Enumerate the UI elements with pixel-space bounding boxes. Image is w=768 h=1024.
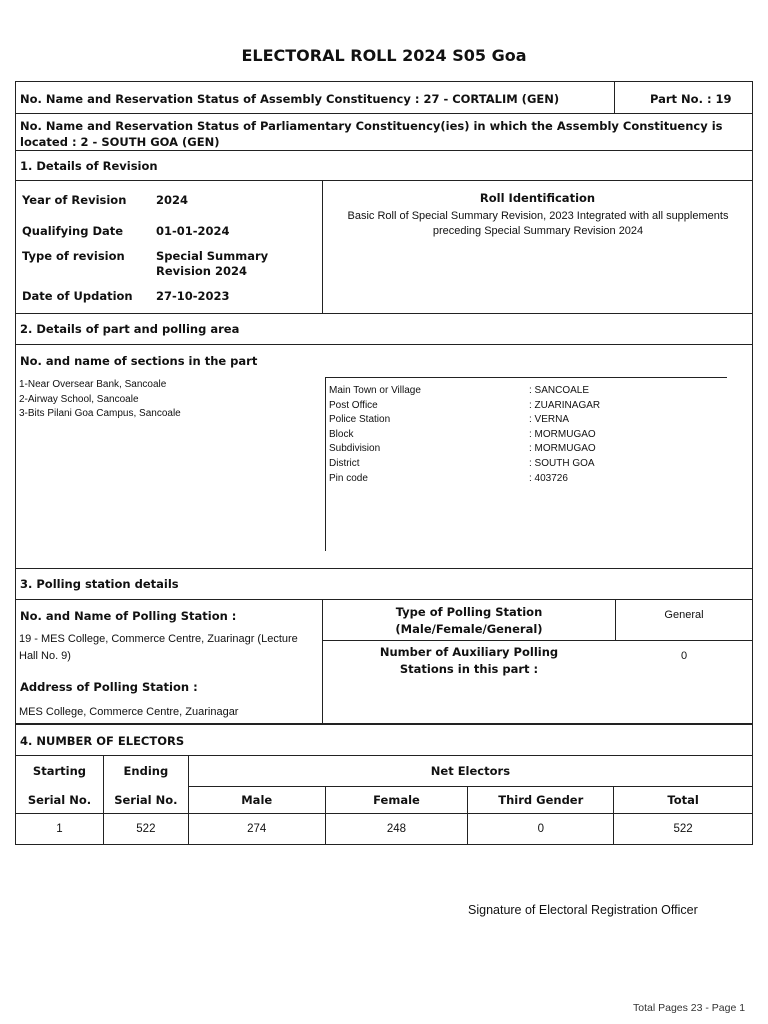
- divider: [15, 599, 753, 600]
- table-row: [16, 814, 753, 845]
- female-value: 248: [325, 814, 468, 845]
- address-value: MES College, Commerce Centre, Zuarinagar: [19, 706, 239, 718]
- area-value: : MORMUGAO: [529, 428, 596, 440]
- assembly-constituency: No. Name and Reservation Status of Assembly Constituency : 27 - CORTALIM (GEN): [20, 92, 560, 106]
- divider: [15, 180, 753, 181]
- revision-heading: 1. Details of Revision: [20, 159, 158, 173]
- qualifying-label: Qualifying Date: [22, 224, 124, 238]
- area-label: Post Office: [329, 399, 378, 411]
- col-ending: Ending: [103, 756, 188, 787]
- area-value: : SANCOALE: [529, 385, 590, 396]
- page-title: ELECTORAL ROLL 2024 S05 Goa: [241, 46, 527, 65]
- section-item: 1-Near Oversear Bank, Sancoale: [19, 379, 167, 390]
- type-value: Special Summary Revision 2024: [156, 249, 269, 278]
- qualifying-value: 01-01-2024: [156, 224, 230, 238]
- area-label: Subdivision: [329, 443, 381, 455]
- year-label: Year of Revision: [22, 193, 127, 207]
- station-value: 19 - MES College, Commerce Centre, Zuarinagr (Lecture Hall No. 9): [19, 633, 298, 662]
- electors-heading: 4. NUMBER OF ELECTORS: [20, 734, 185, 748]
- page-footer: Total Pages 23 - Page 1: [633, 1002, 746, 1014]
- area-label: Main Town or Village: [329, 385, 421, 396]
- col-net-electors: Net Electors: [188, 756, 752, 787]
- sections-list: [19, 378, 181, 422]
- male-value: 274: [188, 814, 325, 845]
- starting-value: 1: [16, 814, 104, 845]
- station-type-label: Type of Polling Station (Male/Female/General): [395, 605, 543, 636]
- station-label: No. and Name of Polling Station :: [20, 609, 237, 623]
- col-total: Total: [614, 787, 753, 814]
- section-item: 2-Airway School, Sancoale: [19, 393, 139, 405]
- divider: [614, 81, 615, 113]
- area-label: Pin code: [329, 472, 368, 484]
- divider: [15, 568, 753, 569]
- area-label: Block: [329, 428, 354, 440]
- sections-heading: No. and name of sections in the part: [20, 354, 258, 368]
- electors-table: [15, 755, 753, 845]
- parliamentary-constituency: No. Name and Reservation Status of Parliamentary Constituency(ies) in which the Assembly Constituency is located : 2 - SOUTH GOA (GEN): [20, 119, 723, 149]
- part-heading: 2. Details of part and polling area: [20, 322, 240, 336]
- address-label: Address of Polling Station :: [20, 680, 198, 694]
- col-male: Male: [188, 787, 325, 814]
- area-value: : VERNA: [529, 414, 570, 426]
- area-value: : MORMUGAO: [529, 443, 596, 455]
- divider: [15, 113, 753, 114]
- roll-identification-text: Basic Roll of Special Summary Revision, 2023 Integrated with all supplements preceding Special Summary Revision 2024: [347, 210, 729, 237]
- col-female: Female: [325, 787, 468, 814]
- section-item: 3-Bits Pilani Goa Campus, Sancoale: [19, 408, 181, 420]
- divider: [15, 313, 753, 314]
- station-type-value: General: [664, 609, 704, 621]
- col-third-gender: Third Gender: [468, 787, 614, 814]
- divider: [15, 344, 753, 345]
- area-values: [529, 384, 600, 486]
- area-box-top: [325, 377, 727, 378]
- divider: [322, 640, 753, 641]
- area-label: Police Station: [329, 414, 391, 426]
- divider: [15, 150, 753, 151]
- updation-value: 27-10-2023: [156, 289, 230, 303]
- area-value: : SOUTH GOA: [529, 457, 595, 469]
- area-label: District: [329, 457, 360, 469]
- col-serial-end: Serial No.: [103, 787, 188, 814]
- polling-heading: 3. Polling station details: [20, 577, 179, 591]
- ending-value: 522: [103, 814, 188, 845]
- col-starting: Starting: [16, 756, 104, 787]
- year-value: 2024: [156, 193, 189, 207]
- auxiliary-value: 0: [680, 650, 688, 662]
- type-label: Type of revision: [22, 249, 125, 263]
- updation-label: Date of Updation: [22, 289, 133, 303]
- divider: [322, 599, 323, 724]
- area-box-left: [325, 377, 326, 551]
- part-number: Part No. : 19: [650, 92, 732, 106]
- total-value: 522: [614, 814, 753, 845]
- third-gender-value: 0: [468, 814, 614, 845]
- col-serial-start: Serial No.: [16, 787, 104, 814]
- signature-label: Signature of Electoral Registration Officer: [468, 903, 698, 917]
- area-value: : ZUARINAGAR: [529, 399, 601, 411]
- auxiliary-label: Number of Auxiliary Polling Stations in this part :: [379, 645, 559, 676]
- area-value: : 403726: [529, 472, 568, 484]
- area-labels: [329, 384, 421, 486]
- roll-identification-heading: Roll Identification: [479, 191, 596, 205]
